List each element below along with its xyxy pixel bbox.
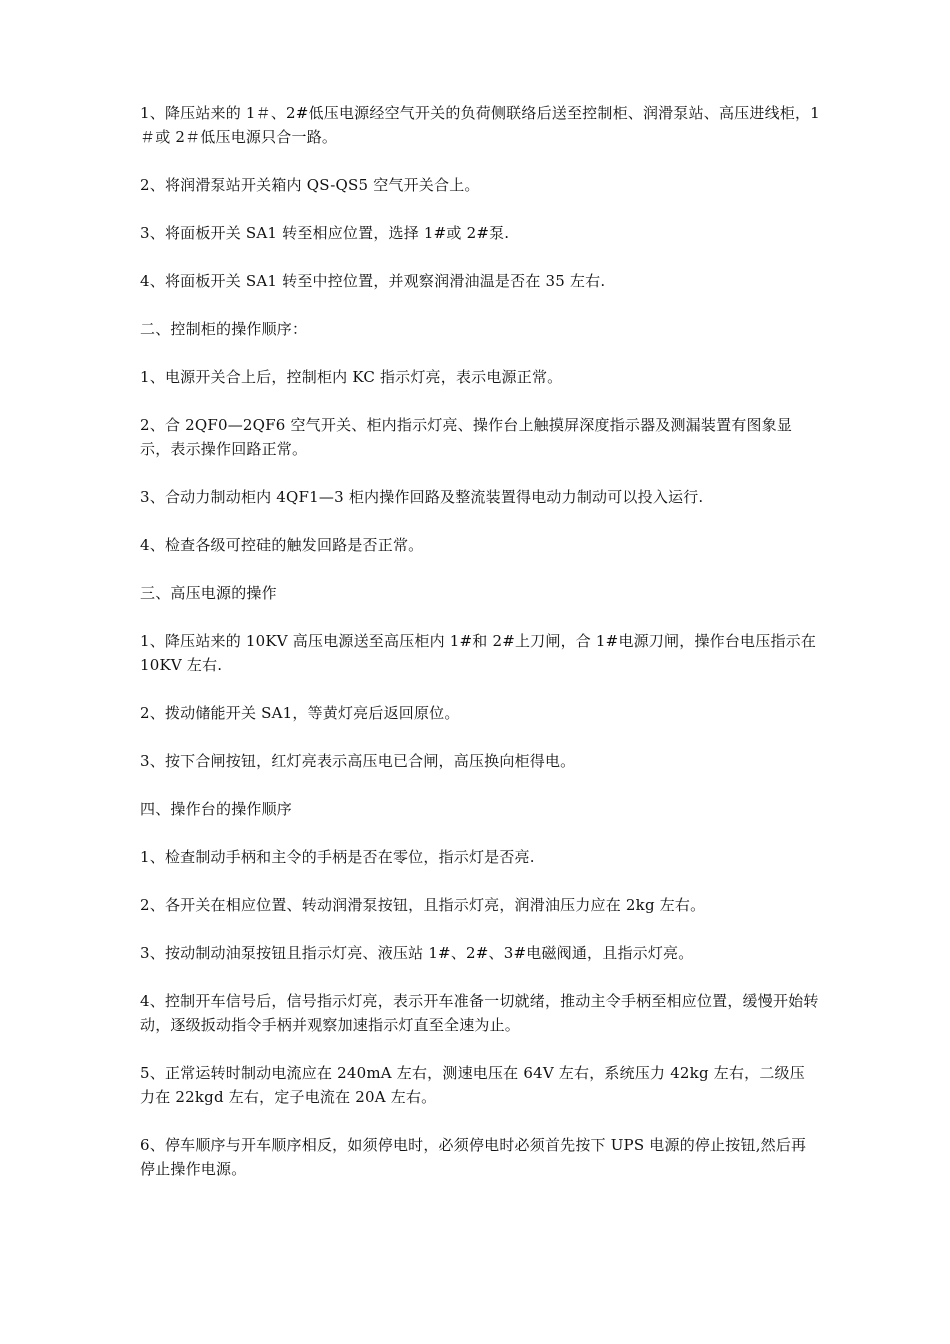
paragraph-11: 1、降压站来的 10KV 高压电源送至高压柜内 1#和 2#上刀闸，合 1#电源刀闸，操作台电压指示在 10KV 左右. xyxy=(140,632,817,674)
paragraph-2: 2、将润滑泵站开关箱内 QS-QS5 空气开关合上。 xyxy=(140,176,480,194)
paragraph-20: 6、停车顺序与开车顺序相反，如须停电时，必须停电时必须首先按下 UPS 电源的停止按钮,然后再停止操作电源。 xyxy=(140,1136,807,1178)
paragraph-3: 3、将面板开关 SA1 转至相应位置，选择 1#或 2#泵. xyxy=(140,224,510,242)
paragraph-9: 4、检查各级可控硅的触发回路是否正常。 xyxy=(140,536,424,554)
paragraph-8: 3、合动力制动柜内 4QF1—3 柜内操作回路及整流装置得电动力制动可以投入运行. xyxy=(140,488,704,506)
paragraph-15: 1、检查制动手柄和主令的手柄是否在零位，指示灯是否亮. xyxy=(140,848,535,866)
paragraph-17: 3、按动制动油泵按钮且指示灯亮、液压站 1#、2#、3#电磁阀通，且指示灯亮。 xyxy=(140,944,694,962)
paragraph-4: 4、将面板开关 SA1 转至中控位置，并观察润滑油温是否在 35 左右. xyxy=(140,272,606,290)
document-body xyxy=(140,101,820,1205)
section-heading-4: 四、操作台的操作顺序 xyxy=(140,800,293,818)
section-heading-2: 二、控制柜的操作顺序： xyxy=(140,320,308,338)
paragraph-7: 2、合 2QF0—2QF6 空气开关、柜内指示灯亮、操作台上触摸屏深度指示器及测漏装置有图象显示，表示操作回路正常。 xyxy=(140,416,793,458)
paragraph-19: 5、正常运转时制动电流应在 240mA 左右，测速电压在 64V 左右，系统压力 42kg 左右，二级压力在 22kgd 左右，定子电流在 20A 左右。 xyxy=(140,1064,805,1106)
paragraph-12: 2、拨动储能开关 SA1，等黄灯亮后返回原位。 xyxy=(140,704,460,722)
paragraph-13: 3、按下合闸按钮，红灯亮表示高压电已合闸，高压换向柜得电。 xyxy=(140,752,576,770)
paragraph-6: 1、电源开关合上后，控制柜内 KC 指示灯亮，表示电源正常。 xyxy=(140,368,563,386)
paragraph-1: 1、降压站来的 1＃、2#低压电源经空气开关的负荷侧联络后送至控制柜、润滑泵站、高压进线柜，1＃或 2＃低压电源只合一路。 xyxy=(140,104,820,146)
paragraph-18: 4、控制开车信号后，信号指示灯亮，表示开车准备一切就绪，推动主令手柄至相应位置，缓慢开始转动，逐级扳动指令手柄并观察加速指示灯直至全速为止。 xyxy=(140,992,819,1034)
section-heading-3: 三、高压电源的操作 xyxy=(140,584,277,602)
paragraph-16: 2、各开关在相应位置、转动润滑泵按钮，且指示灯亮，润滑油压力应在 2kg 左右。 xyxy=(140,896,706,914)
